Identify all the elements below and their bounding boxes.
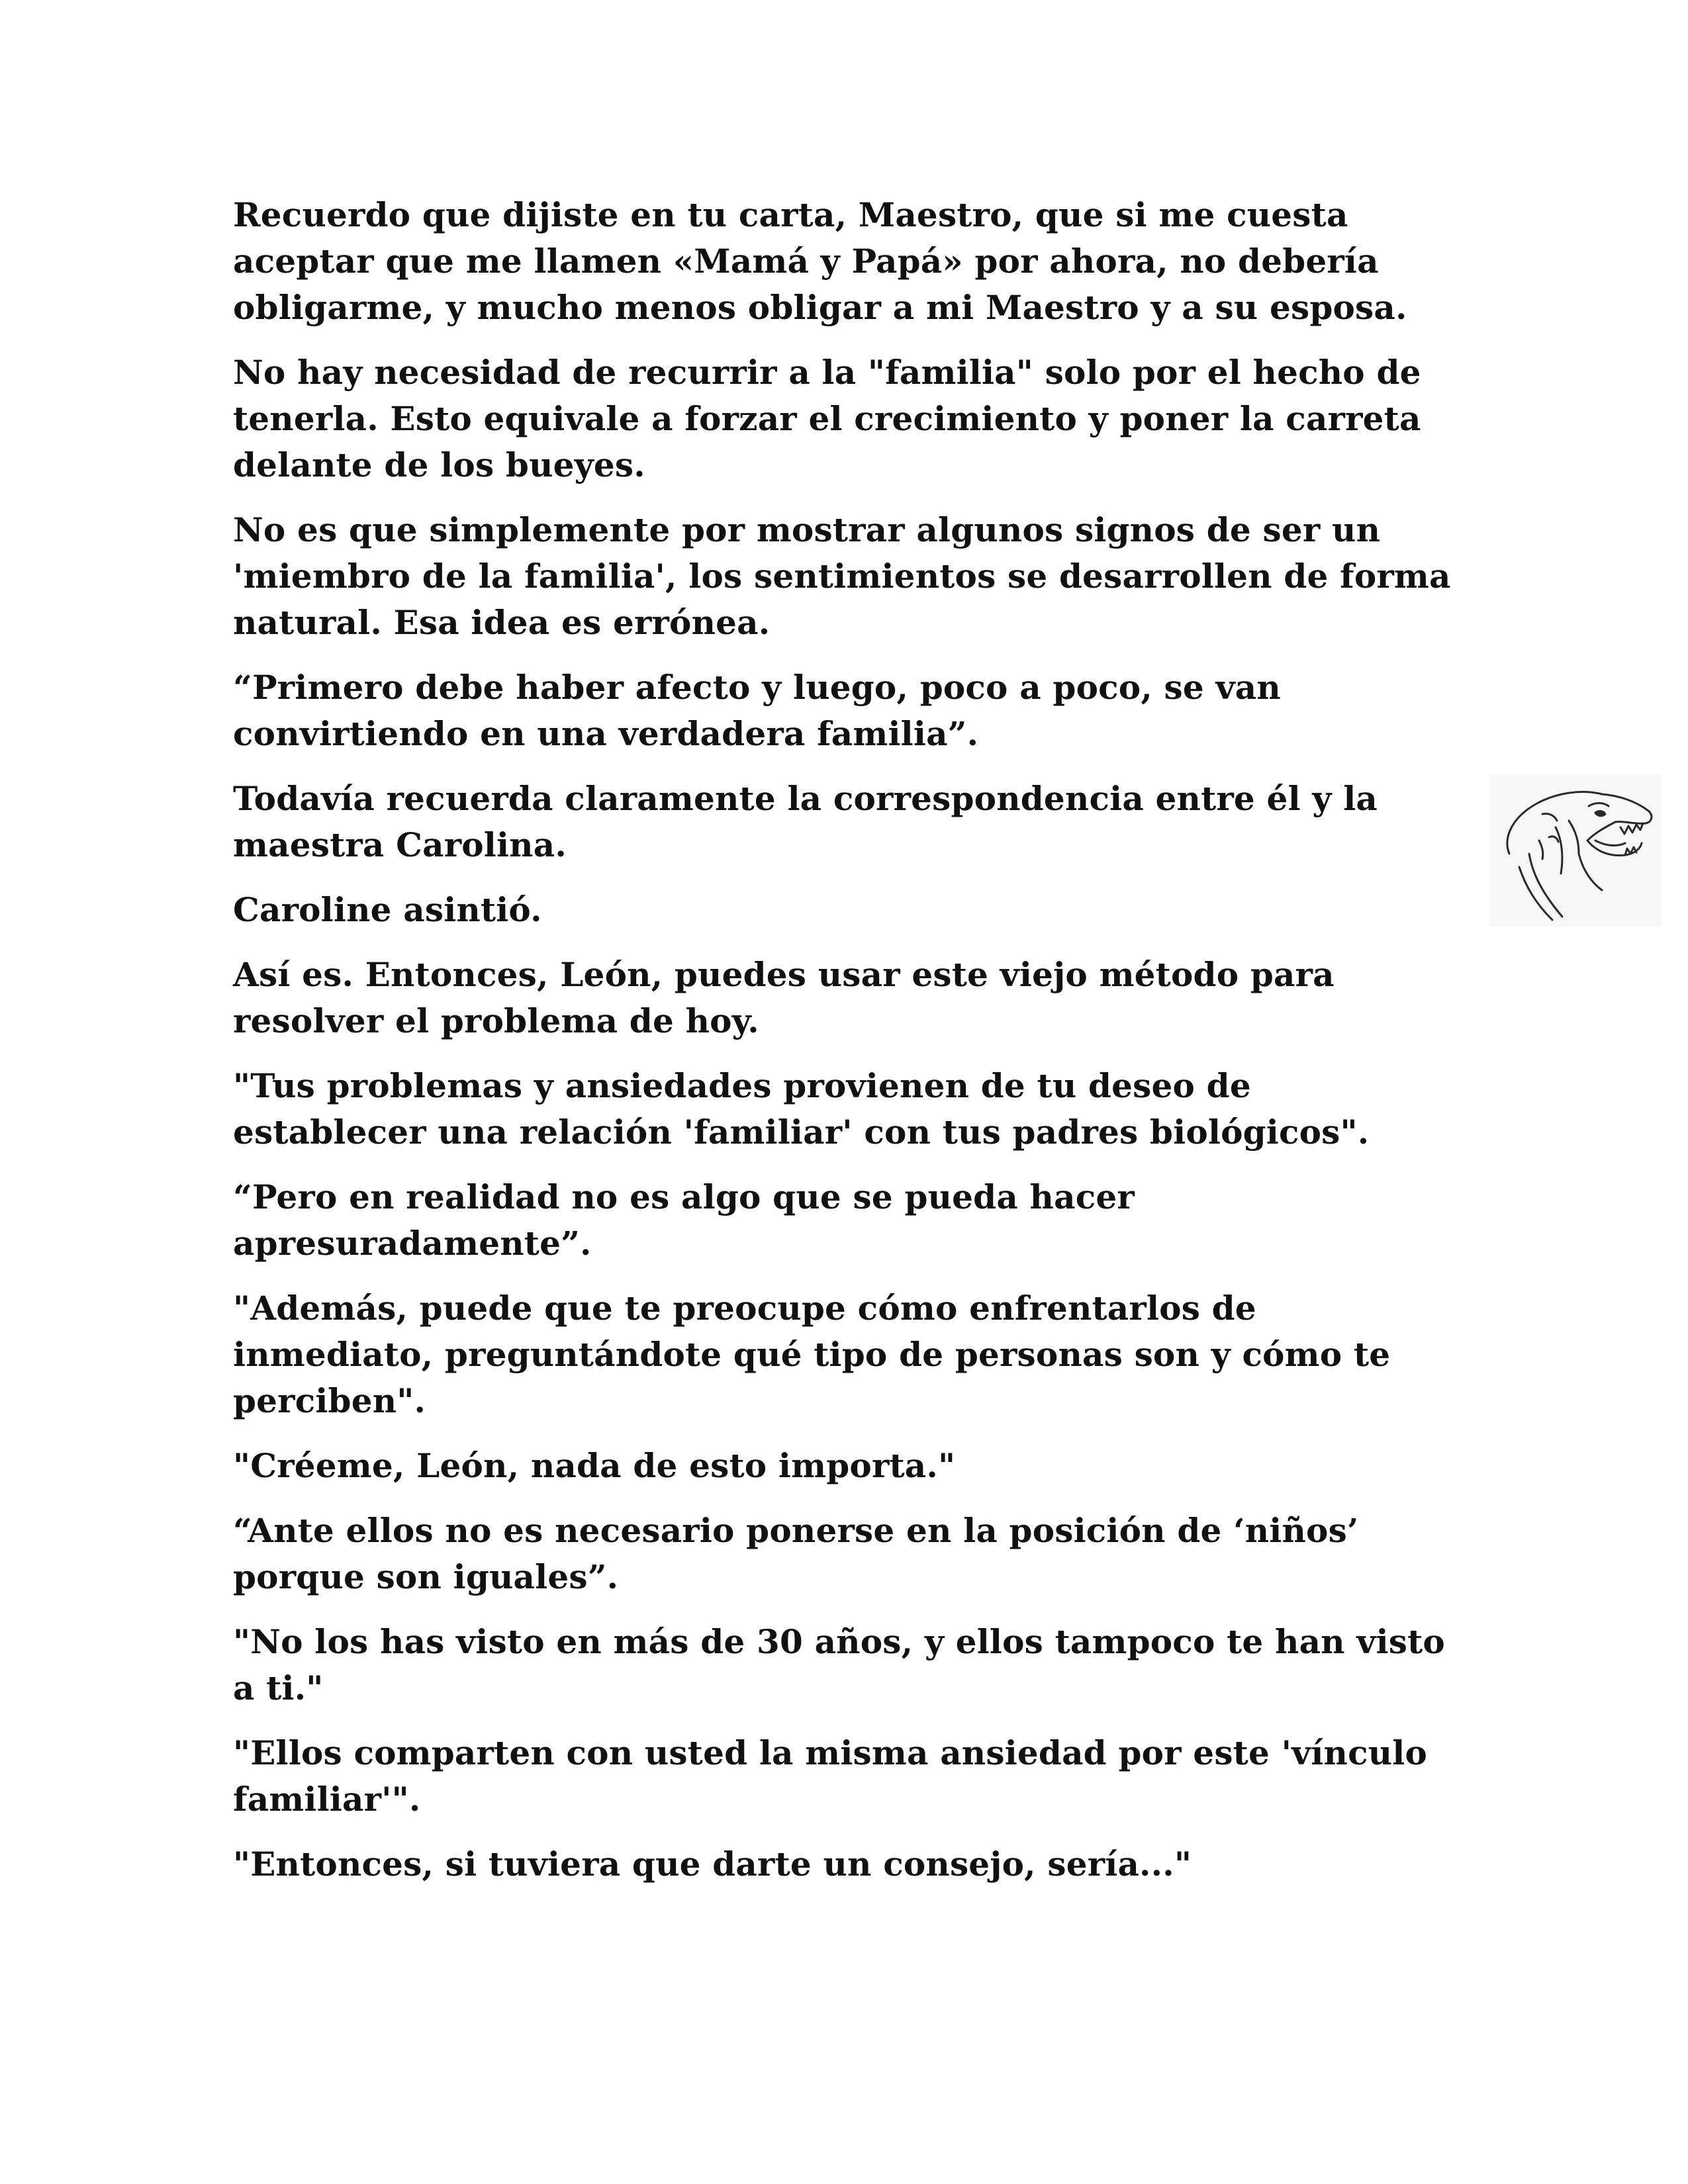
paragraph-3: No es que simplemente por mostrar algunos signos de ser un 'miembro de la familia', los sentimientos se desarrollen de forma natural. Esa idea es errónea. — [233, 510, 1451, 642]
paragraph-13: "No los has visto en más de 30 años, y ellos tampoco te han visto a ti." — [233, 1622, 1445, 1707]
paragraph-10: "Además, puede que te preocupe cómo enfrentarlos de inmediato, preguntándote qué tipo de personas son y cómo te perciben". — [233, 1289, 1391, 1420]
text-column — [233, 192, 1451, 1906]
paragraph-9: “Pero en realidad no es algo que se pueda hacer apresuradamente”. — [233, 1177, 1135, 1263]
dinosaur-head-icon — [1489, 774, 1662, 927]
paragraph-6: Caroline asintió. — [233, 890, 542, 929]
paragraph-7: Así es. Entonces, León, puedes usar este viejo método para resolver el problema de hoy. — [233, 955, 1335, 1040]
paragraph-12: “Ante ellos no es necesario ponerse en la posición de ‘niños’ porque son iguales”. — [233, 1511, 1359, 1596]
paragraph-15: "Entonces, si tuviera que darte un consejo, sería..." — [233, 1844, 1192, 1884]
paragraph-5: Todavía recuerda claramente la correspondencia entre él y la maestra Carolina. — [233, 779, 1378, 864]
paragraph-11: "Créeme, León, nada de esto importa." — [233, 1446, 956, 1485]
paragraph-4: “Primero debe haber afecto y luego, poco a poco, se van convirtiendo en una verdadera familia”. — [233, 668, 1281, 753]
paragraph-14: "Ellos comparten con usted la misma ansiedad por este 'vínculo familiar'". — [233, 1733, 1428, 1819]
paragraph-2: No hay necesidad de recurrir a la "familia" solo por el hecho de tenerla. Esto equivale a forzar el crecimiento y poner la carreta delante de los bueyes. — [233, 353, 1421, 484]
paragraph-8: "Tus problemas y ansiedades provienen de tu deseo de establecer una relación 'familiar' con tus padres biológicos". — [233, 1066, 1370, 1152]
paragraph-1: Recuerdo que dijiste en tu carta, Maestro, que si me cuesta aceptar que me llamen «Mamá y Papá» por ahora, no debería obligarme, y mucho menos obligar a mi Maestro y a su esposa. — [233, 195, 1407, 327]
